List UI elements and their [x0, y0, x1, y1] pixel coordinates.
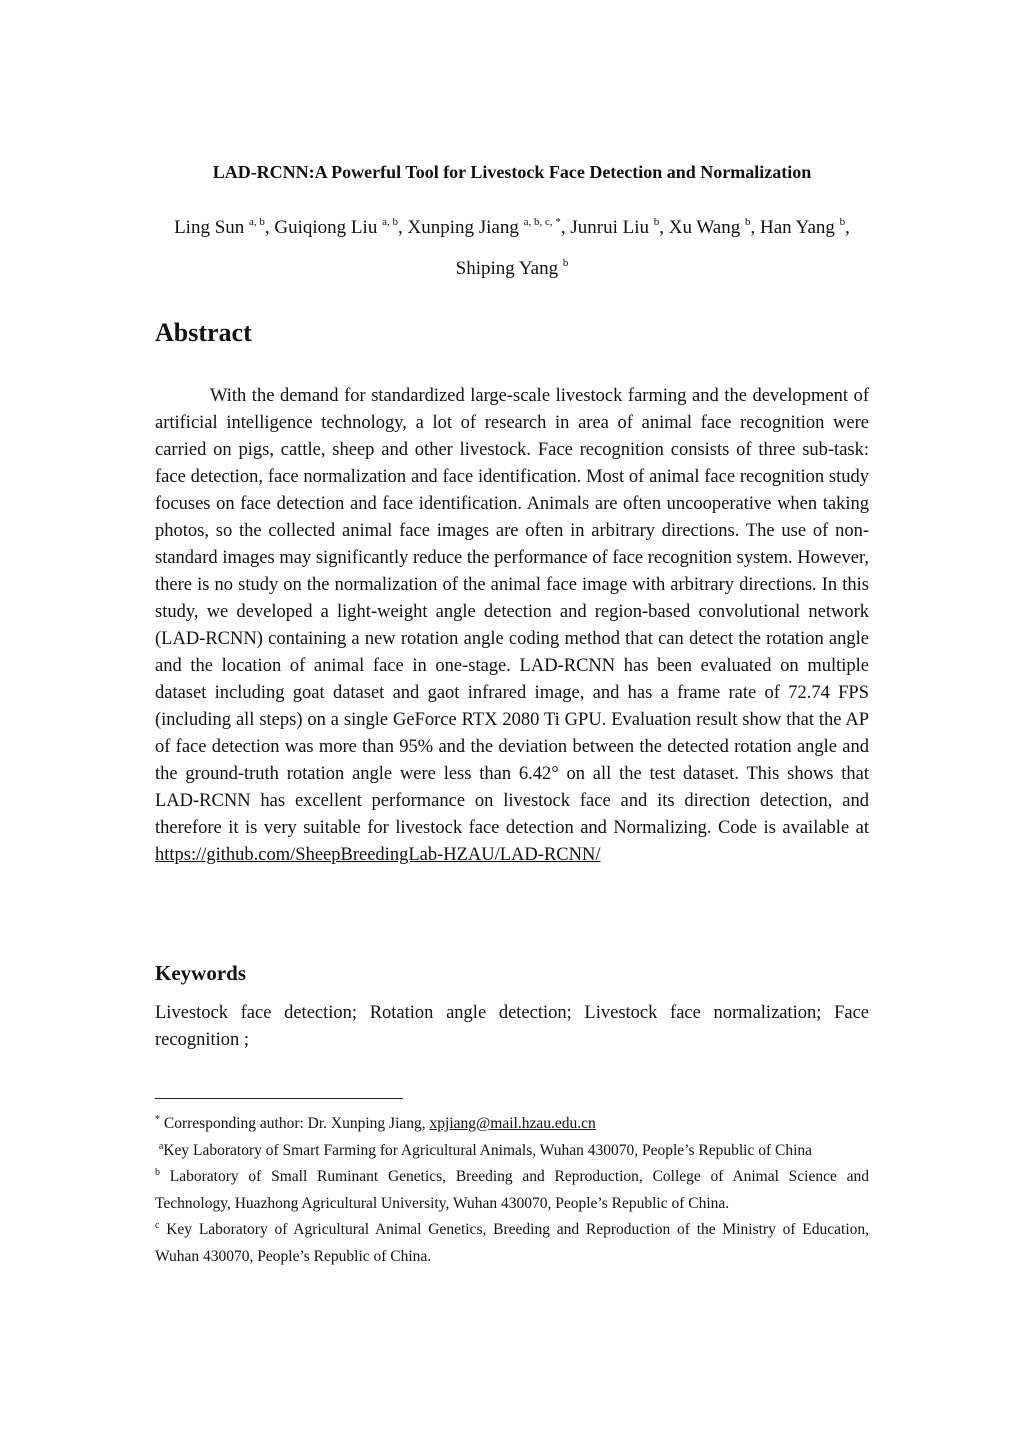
author: Shiping Yang $^b$ [455, 257, 569, 279]
affiliation-mark: b [744, 216, 751, 228]
author-list [155, 207, 869, 289]
footnotes [155, 1111, 869, 1270]
author: Xu Wang $^b$, [668, 216, 760, 238]
paper-title: LAD-RCNN:A Powerful Tool for Livestock Face Detection and Normalization [212, 162, 812, 182]
footnote-affiliation-a: $^a$Key Laboratory of Smart Farming for Agricultural Animals, Wuhan 430070, People’s Republic of China [158, 1140, 813, 1159]
footnote-corresponding-author: * Corresponding author: Dr. Xunping Jiang, xpjiang@mail.hzau.edu.cn [155, 1114, 596, 1132]
author: Guiqiong Liu $^{a, b}$, [274, 216, 408, 238]
affiliation-mark: b [653, 216, 660, 228]
abstract-heading: Abstract [155, 318, 252, 347]
footnote-divider [155, 1098, 403, 1099]
author: Ling Sun $^{a, b}$, [174, 216, 275, 238]
footnote-mark: c [155, 1220, 160, 1231]
keywords-list: Livestock face detection; Rotation angle detection; Livestock face normalization; Face recognition ; [155, 1003, 869, 1050]
footnote-affiliation-c: $^c$ Key Laboratory of Agricultural Animal Genetics, Breeding and Reproduction of the Ministry of Education, Wuhan 430070, People’s Republic of China. [155, 1220, 869, 1265]
author: Han Yang $^b$, [759, 216, 850, 238]
affiliation-mark: b [839, 216, 846, 228]
footnote-mark: a [158, 1140, 164, 1152]
abstract-body [155, 383, 869, 869]
affiliation-mark: a, b [382, 216, 398, 228]
abstract-text: With the demand for standardized large-scale livestock farming and the development of artificial intelligence technology, a lot of research in area of animal face recognition were carried on pigs, cattle, sheep and other livestock. Face recognition consists of three sub-task: face detection, face normalization and face identification. Most of animal face recognition study focuses on face detection and face identification. Animals are often uncooperative when taking photos, so the collected animal face images are often in arbitrary directions. The use of non-standard images may significantly reduce the performance of face recognition system. However, there is no study on the normalization of the animal face image with arbitrary directions. In this study, we developed a light-weight angle detection and region-based convolutional network (LAD-RCNN) containing a new rotation angle coding method that can detect the rotation angle and the location of animal face in one-stage. LAD-RCNN has been evaluated on multiple dataset including goat dataset and gaot infrared image, and has a frame rate of 72.74 FPS (including all steps) on a single GeForce RTX 2080 Ti GPU. Evaluation result show that the AP of face detection was more than 95% and the deviation between the detected rotation angle and the ground-truth rotation angle were less than 6.42° on all the test dataset. This shows that LAD-RCNN has excellent performance on livestock face and its direction detection, and therefore it is very suitable for livestock face detection and Normalizing. Code is available at [155, 386, 869, 838]
author-email-link[interactable]: xpjiang@mail.hzau.edu.cn [429, 1115, 596, 1132]
footnote-mark: b [155, 1167, 160, 1178]
keywords-heading: Keywords [155, 961, 246, 985]
author: Xunping Jiang $^{a, b, c, *}$, [407, 216, 571, 238]
footnote-mark: * [155, 1114, 160, 1125]
affiliation-mark: b [562, 257, 569, 269]
affiliation-mark: a, b [249, 216, 265, 228]
author: Junrui Liu $^b$, [570, 216, 669, 238]
code-link[interactable]: https://github.com/SheepBreedingLab-HZAU/LAD-RCNN/ [155, 845, 601, 865]
footnote-affiliation-b: $^b$ Laboratory of Small Ruminant Genetics, Breeding and Reproduction, College of Animal Science and Technology, Huazhong Agricultural University, Wuhan 430070, People’s Republic of China. [155, 1167, 869, 1212]
affiliation-mark: a, b, c, * [523, 216, 561, 228]
